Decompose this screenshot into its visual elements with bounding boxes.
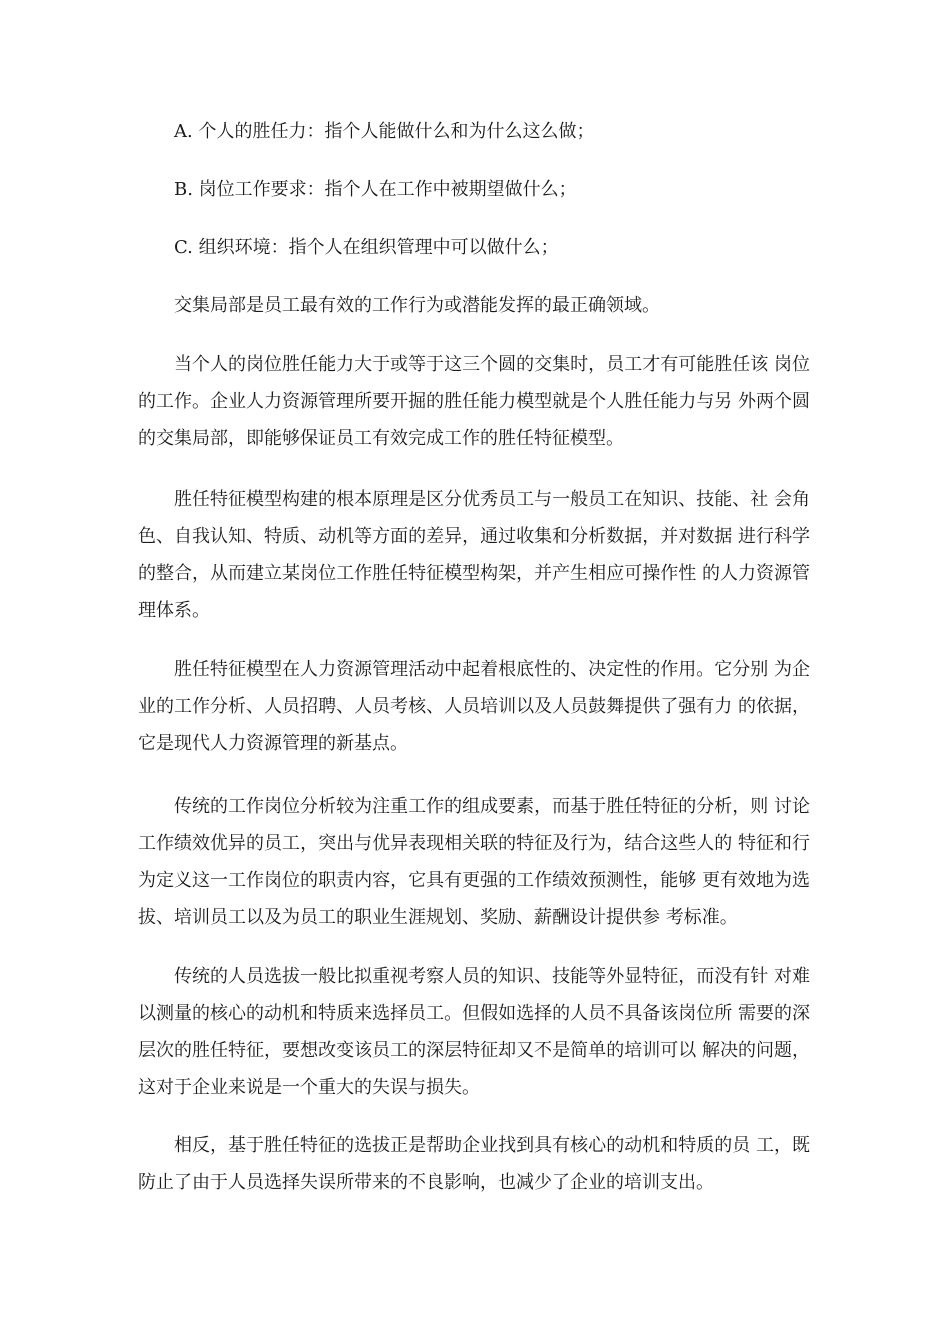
list-item-a: A. 个人的胜任力：指个人能做什么和为什么这么做； <box>174 121 595 142</box>
paragraph-intersection: 交集局部是员工最有效的工作行为或潜能发挥的最正确领域。 <box>174 295 660 316</box>
paragraph-job-analysis: 传统的工作岗位分析较为注重工作的组成要素，而基于胜任特征的分析，则 讨论工作绩效优异的员工，突出与优异表现相关联的特征及行为，结合这些人的 特征和行为定义这一工作岗位的职责内容，它具有更强的工作绩效预测性，能够 更有效地为选拔、培训员工以及为员工的职业生涯规划、奖励、薪酬设计提供参 考标准。 <box>138 796 810 928</box>
paragraph-competency-intersection: 当个人的岗位胜任能力大于或等于这三个圆的交集时，员工才有可能胜任该 岗位的工作。企业人力资源管理所要开掘的胜任能力模型就是个人胜任能力与另 外两个圆的交集局部，即能够保证员工有效完成工作的胜任特征模型。 <box>138 354 810 449</box>
list-item-b: B. 岗位工作要求：指个人在工作中被期望做什么； <box>174 179 577 200</box>
paragraph-traditional-selection: 传统的人员选拔一般比拟重视考察人员的知识、技能等外显特征，而没有针 对难以测量的核心的动机和特质来选择员工。但假如选择的人员不具备该岗位所 需要的深层次的胜任特征，要想改变该员工的深层特征却又不是简单的培训可以 解决的问题，这对于企业来说是一个重大的失误与损失。 <box>138 966 810 1098</box>
paragraph-model-role: 胜任特征模型在人力资源管理活动中起着根底性的、决定性的作用。它分别 为企业的工作分析、人员招聘、人员考核、人员培训以及人员鼓舞提供了强有力 的依据，它是现代人力资源管理的新基点。 <box>138 659 810 754</box>
paragraph-model-principle: 胜任特征模型构建的根本原理是区分优秀员工与一般员工在知识、技能、社 会角色、自我认知、特质、动机等方面的差异，通过收集和分析数据，并对数据 进行科学的整合，从而建立某岗位工作胜任特征模型构架，并产生相应可操作性 的人力资源管理体系。 <box>138 489 810 621</box>
paragraph-competency-selection: 相反，基于胜任特征的选拔正是帮助企业找到具有核心的动机和特质的员 工，既防止了由于人员选择失误所带来的不良影响，也减少了企业的培训支出。 <box>138 1135 810 1193</box>
list-item-c: C. 组织环境：指个人在组织管理中可以做什么； <box>174 237 559 258</box>
